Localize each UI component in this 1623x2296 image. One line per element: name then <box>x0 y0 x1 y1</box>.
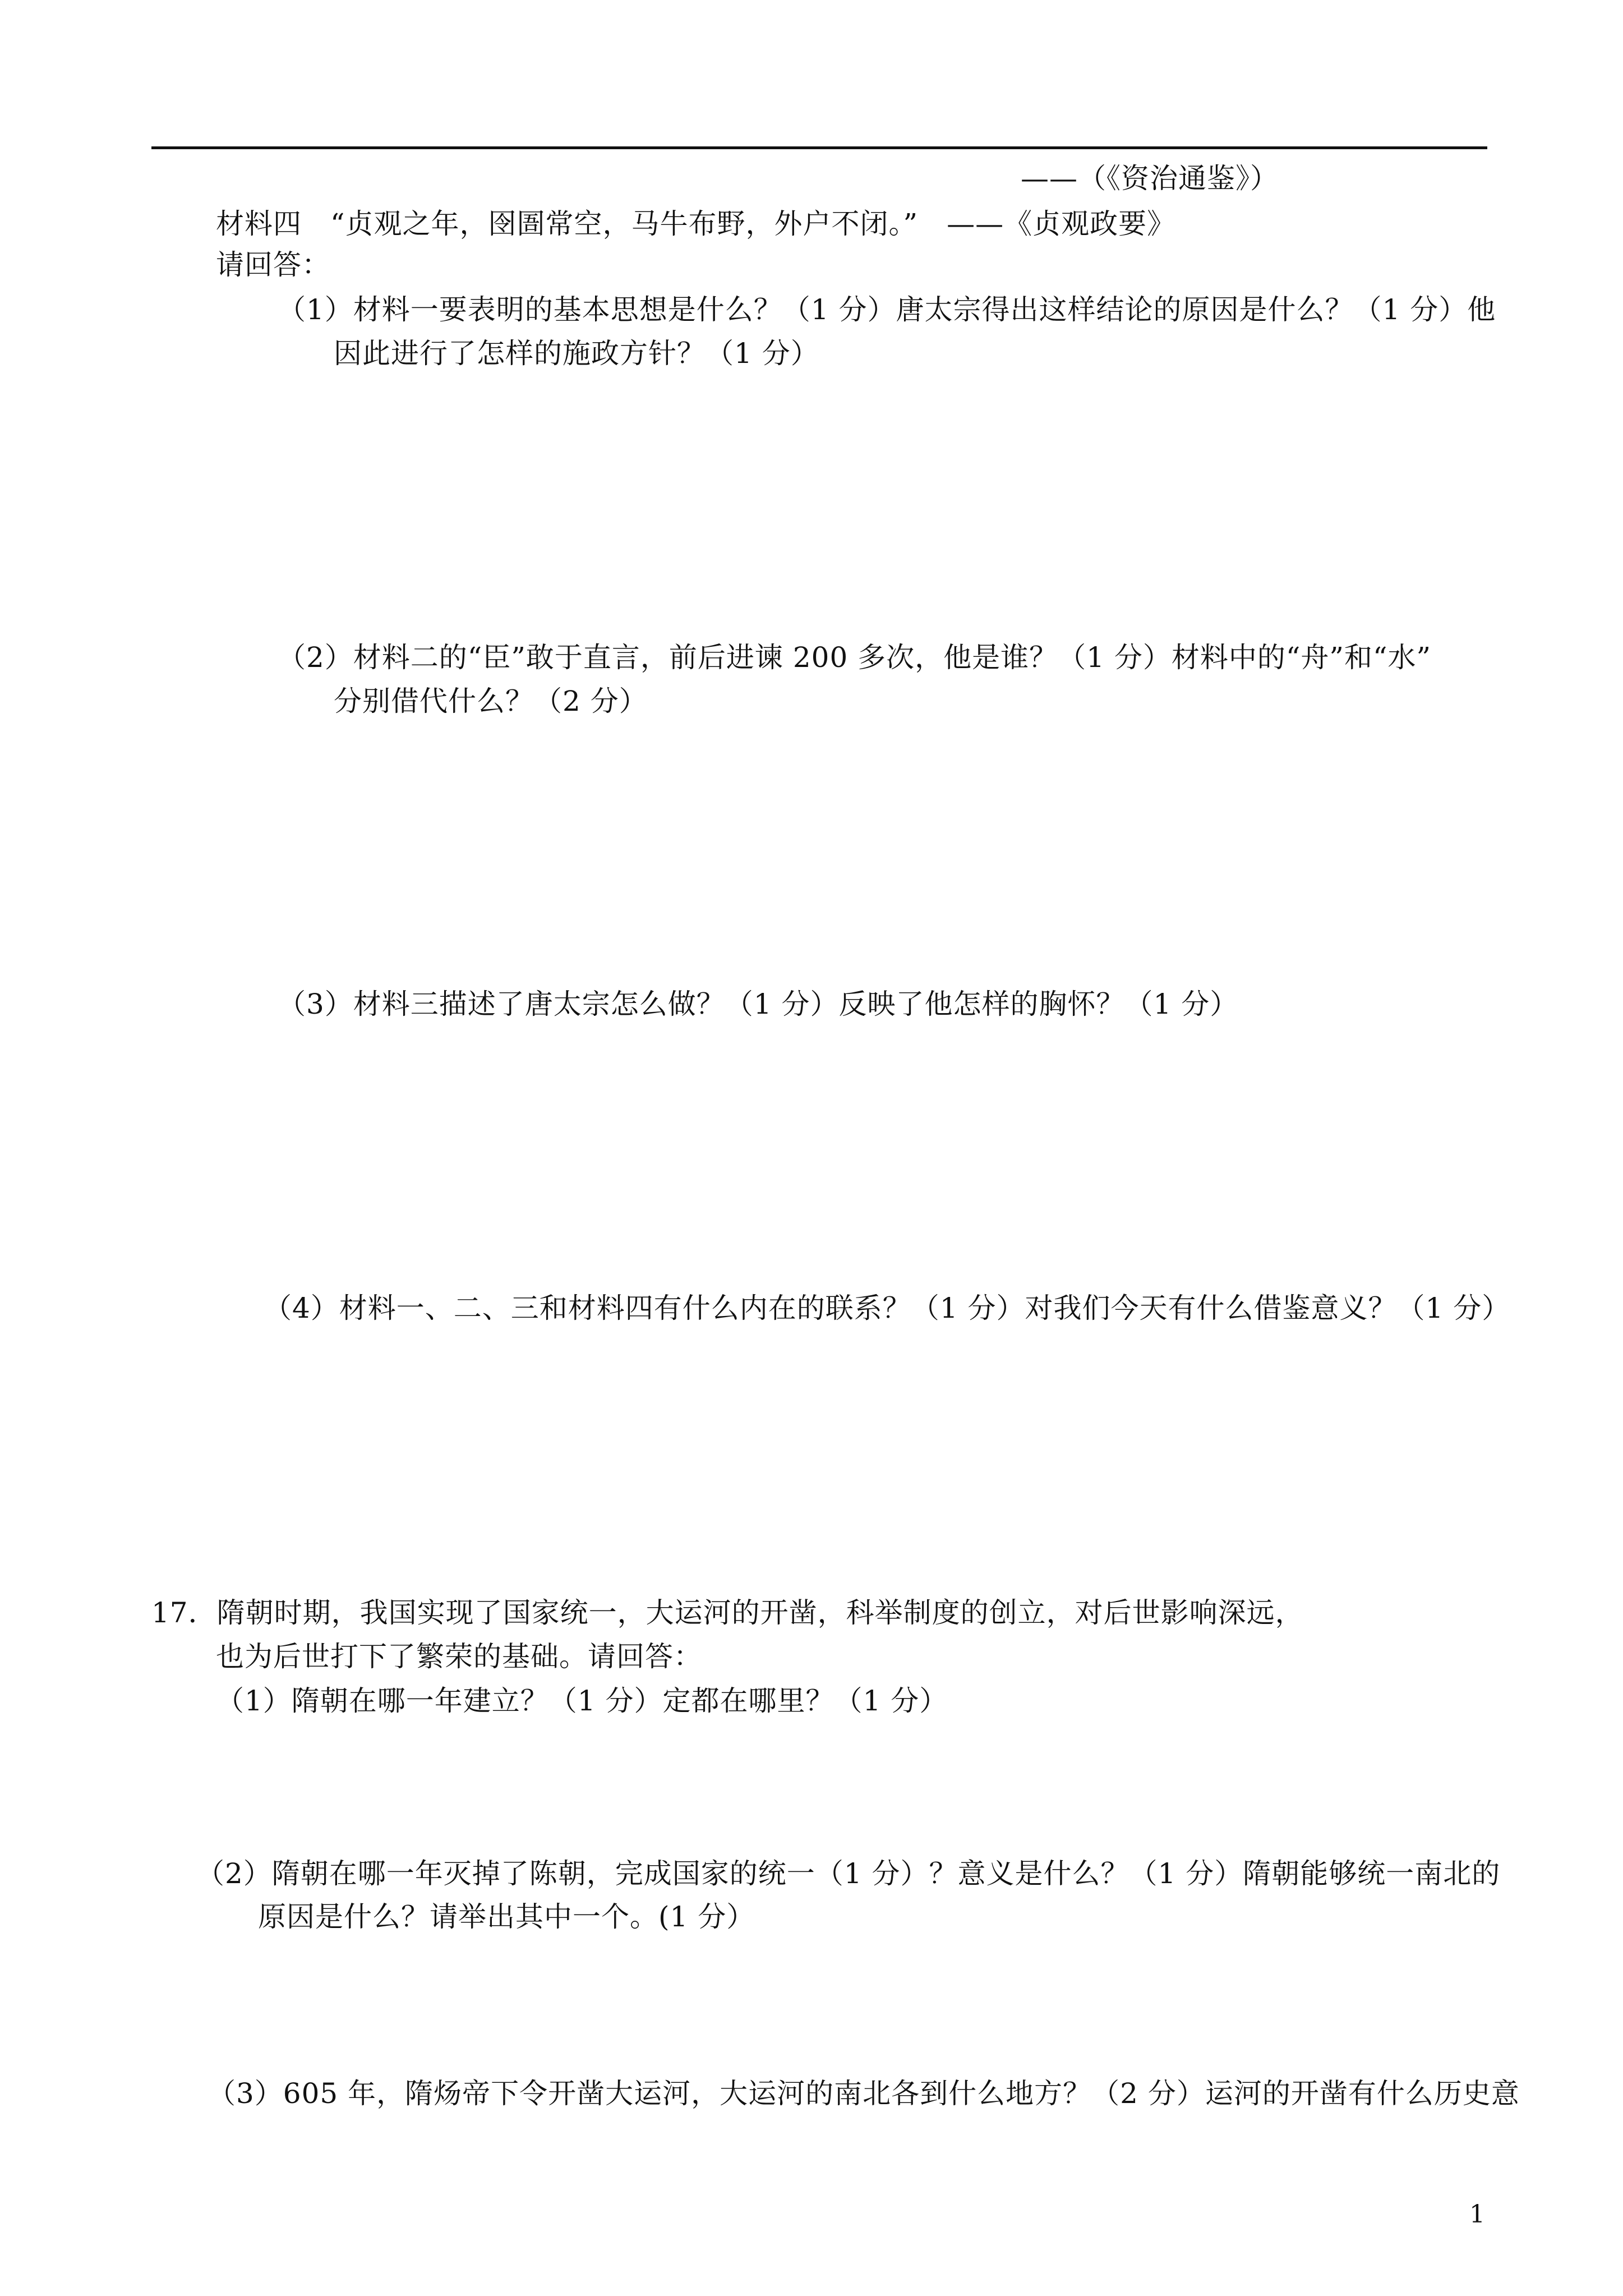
question-2-line-2: 分别借代什么？（2 分） <box>334 685 648 717</box>
header-rule <box>151 146 1487 149</box>
page-number: 1 <box>1469 2200 1485 2229</box>
question-2-line-1: （2）材料二的“臣”敢于直言，前后进谏 200 多次，他是谁？（1 分）材料中的“舟”和“水” <box>278 641 1432 674</box>
question-17-sub-2-line-2: 原因是什么？请举出其中一个。(1 分） <box>258 1901 755 1933</box>
question-1-line-1: （1）材料一要表明的基本思想是什么？（1 分）唐太宗得出这样结论的原因是什么？（1 分）他 <box>278 293 1496 326</box>
question-4-line-1: （4）材料一、二、三和材料四有什么内在的联系？（1 分）对我们今天有什么借鉴意义？（1 分） <box>264 1292 1511 1324</box>
question-17-sub-2-line-1: （2）隋朝在哪一年灭掉了陈朝，完成国家的统一（1 分）？意义是什么？（1 分）隋朝能够统一南北的 <box>196 1857 1501 1890</box>
answer-prompt: 请回答： <box>216 249 330 281</box>
question-17-sub-3-line-1: （3）605 年，隋炀帝下令开凿大运河，大运河的南北各到什么地方？（2 分）运河的开凿有什么历史意 <box>208 2077 1520 2110</box>
question-17-sub-1: （1）隋朝在哪一年建立？（1 分）定都在哪里？（1 分） <box>216 1685 948 1717</box>
material-four: 材料四 “贞观之年，囹圄常空，马牛布野，外户不闭。” ——《贞观政要》 <box>216 208 1176 240</box>
question-3-line-1: （3）材料三描述了唐太宗怎么做？（1 分）反映了他怎样的胸怀？（1 分） <box>278 988 1239 1020</box>
source-citation: ——（《资治通鉴》） <box>1021 162 1279 195</box>
question-17-stem-line-2: 也为后世打下了繁荣的基础。请回答： <box>216 1640 702 1673</box>
question-1-line-2: 因此进行了怎样的施政方针？（1 分） <box>334 337 819 370</box>
question-17-stem-line-1: 17．隋朝时期，我国实现了国家统一，大运河的开凿，科举制度的创立，对后世影响深远， <box>151 1596 1304 1629</box>
